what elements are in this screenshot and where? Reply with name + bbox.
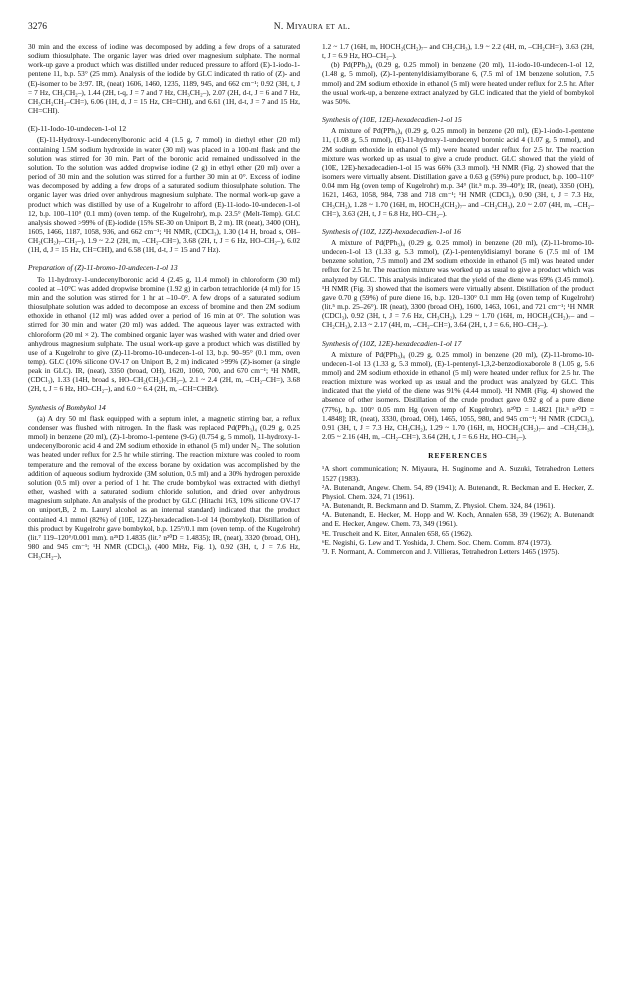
page-number: 3276 (28, 22, 47, 32)
right-column (322, 42, 594, 556)
right-column-body (322, 42, 594, 441)
references-list (322, 464, 594, 556)
paragraph: (b) Pd(PPh₃)₄ (0.29 g, 0.25 mmol) in benzene (20 ml), 11-iodo-10-undecen-1-ol 12, (1.48 g, 5 mmol), (Z)-1-pentenyldisiamylborane 6, (7.5 ml of 1M benzene solution, 7.5 mmol) and 2M sodium ethoxide in ethanol (5 ml) were heated under reflux for 2.5 hr. After the usual work-up, a benzene extract analyzed by GLC indicated that the yield of bombykol was 50%. (322, 60, 594, 106)
section-heading: (E)-11-Iodo-10-undecen-1-ol 12 (28, 124, 127, 134)
reference-item: ³A. Butenandt, R. Beckmann and D. Stamm, Z. Physiol. Chem. 324, 84 (1961). (322, 501, 556, 511)
references-title: REFERENCES (428, 451, 488, 461)
paragraph: (E)-11-Hydroxy-1-undecenylboronic acid 4 (1.5 g, 7 mmol) in diethyl ether (20 ml) containing 1.5M sodium hydroxide in water (30 ml) was placed in a 100-ml flask and the solution was stirred for 30 min. Part of the boronic acid remained undissolved in the solution. To the solution was added dropwise iodine (2 g) in ethyl ether (20 ml) over a period of 30 min and the solution was stirred for a further 30 min at 0°. Excess of iodine was decomposed by adding a few drops of a saturated sodium thiosulphate solution. The organic layer was dried over anhydrous magnesium sulphate. The normal work-up gave a product which was distilled by use of a Kugelrohr to afford (E)-11-iodo-10-undecen-1-ol 12, b.p. 100–110° (0.1 mm) (oven temp. of the Kugelrohr), m.p. 23.5° (Melt-Temp). GLC analysis showed >99% of (E)-iodide (15% SE-30 on Uniport B, 2 m). IR (neat), 3400 (OH), 1605, 1466, 1187, 1058, 936, and 662 cm⁻¹; ¹H NMR, (CDCl₃), 1.30 (14 H, broad s, OH–CH₂(CH₂)₇–CH₂–), 1.9 ~ 2.2 (2H, m, –CH₂–CH=), 3.68 (2H, t, J = 6 Hz, HO–CH₂–), 6.02 (1H, d, J = 15 Hz, CH=CHI), and 6.58 (1H, d-t, J = 15 and 7 Hz). (28, 135, 300, 255)
page-header (28, 22, 596, 36)
reference-item: ⁷J. F. Normant, A. Commercon and J. Villieras, Tetrahedron Letters 1465 (1975). (322, 546, 560, 556)
paragraph: (a) A dry 50 ml flask equipped with a septum inlet, a magnetic stirring bar, a reflux condenser was flushed with nitrogen. In the flask was replaced Pd(PPh₃)₄ (0.29 g, 0.25 mmol) in benzene (20 ml), (Z)-1-bromo-1-pentene (9-G) (0.754 g, 5 mmol), 11-hydroxy-1-undecenylboronic acid 4 and 2M sodium ethoxide in ethanol (5 ml) under N₂. The solution was heated under reflux for 2.5 hr while stirring. The reaction mixture was cooled to room temperature and the removal of the excess borane by oxidation was accomplished by the addition of aqueous sodium hydroxide (3M solution, 0.5 ml) and a 30% hydrogen peroxide solution (0.5 ml) over a period of 1 hr. The crude bombykol was extracted with diethyl ether, washed with a saturated sodium chloride solution, and dried over anhydrous magnesium sulphate. An analysis of the product by GLC (Hitachi 163, 10% silicone OV-17 on uniport,B, 2 m. Lauryl alcohol as an internal standard) indicated that the product contained 4.1 mmol (82%) of (10E, 12Z)-hexadecadien-1-ol 14 (bombykol). Distillation of this product by Kugelrohr gave bombykol, b.p. 125°/0.1 mm (oven temp. of the Kugelrohr) (lit.⁷ 119–120°/0.001 mm). n²⁵D 1.4835 (lit.⁷ n²⁰D = 1.4835); IR, (neat), 3320 (broad, OH), 980 and 945 cm⁻¹; ¹H NMR (CDCl₃), (400 MHz, Fig. 1), 0.92 (3H, t, J = 7.6 Hz, CH₃CH₂–), (28, 413, 300, 561)
paragraph: 1.2 ~ 1.7 (16H, m, HOCH₂(CH₂)₇– and CH₂CH₃), 1.9 ~ 2.2 (4H, m, –CH₂CH=), 3.63 (2H, t, J = 6.9 Hz, HO–CH₂–). (322, 42, 594, 61)
section-heading: Synthesis of (10E, 12E)-hexadecadien-1-ol 15 (322, 115, 462, 125)
reference-item: ¹A short communication; N. Miyaura, H. Suginome and A. Suzuki, Tetrahedron Letters 1527 (1983). (322, 464, 594, 483)
paragraph: 30 min and the excess of iodine was decomposed by adding a few drops of a saturated sodium thiosulphate. The organic layer was dried over magnesium sulphate. The normal work-up gave a product which was distilled under reduced pressure to afford (E)-1-iodo-1-pentene 11, b.p. 53° (25 mm). Analysis of the iodide by GLC indicated th ratio of (Z)- and (E)-isomer to be 3:97. IR, (neat) 1606, 1460, 1235, 1189, 945, and 662 cm⁻¹; 0.92 (3H, t, J = 7 Hz, CH₃CH₂–), 1.44 (2H, t-q, J = 7 and 7 Hz, CH₃CH₂–), 2.07 (2H, d-t, J = 6 and 7 Hz, CH₃CH₂CH₂–CH=), 6.06 (1H, d, J = 15 Hz, CH=CHI), and 6.61 (1H, d-t, J = 7 and 15 Hz, CH=CHI). (28, 42, 300, 116)
section-heading: Synthesis of (10Z, 12Z)-hexadecadien-1-ol 16 (322, 226, 461, 236)
section-heading: Synthesis of Bombykol 14 (28, 402, 106, 412)
reference-item: ⁴A. Butenandt, E. Hecker, M. Hopp and W. Koch, Annalen 658, 39 (1962); A. Butenandt and E. Hecker, Angew. Chem. 73, 349 (1961). (322, 510, 594, 529)
reference-item: ⁶E. Negishi, G. Lew and T. Yoshida, J. Chem. Soc. Chem. Comm. 874 (1973). (322, 537, 552, 547)
paragraph: To 11-hydroxy-1-undecenylboronic acid 4 (2.45 g, 11.4 mmol) in chloroform (30 ml) cooled at –10°C was added dropwise bromine (1.92 g) in carbon tetrachloride (4 ml) for 15 min and the solution was stirred for 1 hr at –10–0°. A few drops of a saturated sodium thiosulphate solution was added to decompose an excess of bromine and then 2M sodium ethoxide in ethanol (12 ml) was added over a period of 16 min at 0°. The solution was stirred for 30 min and water (20 ml) was added. The aqueous layer was extracted with chloroform (20 ml × 2). The combined organic layer was washed with water and dried over anhydrous magnesium sulphate. The usual work-up gave a product which was distilled by use of a Kugelrohr to give (Z)-11-bromo-10-undecen-1-ol 13, b.p. 90–95° (0.1 mm, oven temp). GLC (10% silicone OV-17 on Uniport B, 2 m) indicated >99% (Z)-isomer (a single peak in GLC). IR, (neat), 3350 (broad, OH), 1620, 1060, 700, and 670 cm⁻¹; ¹H NMR, (CDCl₃), 1.33 (14H, broad s, HO–CH₂(CH₂)₇CH₂–), 2.1 ~ 2.4 (2H, m, –CH₂–CH=), 3.68 (2H, t, J = 6 Hz, HO–CH₂–), and 6.0 ~ 6.4 (2H, m, –CH=CHBr). (28, 274, 300, 394)
paragraph: A mixture of Pd(PPh₃)₄ (0.29 g, 0.25 mmol) in benzene (20 ml), (Z)-11-bromo-10-undecen-1-ol 13 (1.33 g, 5.3 mmol), (Z)-1-pentenyldisiamyl borane 6 (7.5 ml of 1M benzene solution, 7.5 mmol) and 2M sodium ethoxide in ethanol (5 ml) was heated under reflux for 2.5 hr. The reaction mixture was worked up as usual to give a product which was analyzed by GLC. This analysis indicated that the yield of the diene was 69% (3.45 mmol). ¹H NMR (Fig. 3) showed that the isomers were virtually absent. Distillation of the product gave 0.70 g (59%) of pure diene 16, b.p. 120–130° 0.1 mm Hg (oven temp of Kugelrohr) (lit.⁵ m.p. 25–26°). IR (neat), 3300 (broad OH), 1600, 1463, 1061, and 721 cm⁻¹; ¹H NMR (CDCl₃), 0.92 (3H, t, J = 7.6 Hz, CH₃CH₂), 1.29 ~ 1.70 (16H, m, HOCH₂(CH₂)₇– and –CH₂CH₃), 2.13 ~ 2.17 (4H, m, –CH₂–CH=), 3.64 (2H, t, J = 6.6, HO–CH₂–). (322, 237, 594, 330)
running-head: N. Miyaura et al. (273, 22, 351, 32)
section-heading: Preparation of (Z)-11-bromo-10-undecen-1-ol 13 (28, 263, 178, 273)
paragraph: A mixture of Pd(PPh₃)₄ (0.29 g, 0.25 mmol) in benzene (20 ml), (Z)-11-bromo-10-undecen-1-ol 13 (1.33 g, 5.3 mmol), (E)-1-pentenyl-1,3,2-benzodioxaborole 8 (1.05 g, 5.6 mmol) and 2M sodium ethoxide in ethanol (5 ml) were heated under reflux for 2.5 hr. The reaction mixture was worked up as usual and the product was analyzed by GLC. This indicated that the yield of the diene was 91% (4.44 mmol). ¹H NMR (Fig. 4) showed the absence of other isomers. Distillation of the crude product gave 0.92 g of a pure diene (77%), b.p. 100° 0.05 mm Hg (oven temp of Kugelrohr). n²⁰D = 1.4821 [lit.⁵ n²⁰D = 1.4848]; IR, (neat), 3330, (broad, OH), 1465, 1055, 980, and 945 cm⁻¹; ¹H NMR (CDCl₃), 0.91 (3H, t, J = 7.3 Hz, CH₃CH₂), 1.29 ~ 1.70 (16H, m, HOCH₂(CH₂)₇– and –CH₂CH₃), 2.05 ~ 2.16 (4H, m, –CH₂–CH=), 3.64 (2H, t, J = 6.6 Hz, HO–CH₂–). (322, 349, 594, 442)
reference-item: ⁵E. Truscheit and K. Eiter, Annalen 658, 65 (1962). (322, 528, 473, 538)
reference-item: ²A. Butenandt, Angew. Chem. 54, 89 (1941); A. Butenandt, R. Beckman and E. Hecker, Z. Physiol. Chem. 324, 71 (1961). (322, 482, 594, 501)
paragraph: A mixture of Pd(PPh₃)₄ (0.29 g, 0.25 mmol) in benzene (20 ml), (E)-1-iodo-1-pentene 11, (1.08 g, 5.5 mmol), (E)-11-hydroxy-1-undecenyl boronic acid 4 (1.07 g, 5 mmol), and 2M sodium ethoxide in ethanol (5 ml) were heated under reflux for 2.5 hr. The reaction mixture was worked up as usual to give a crude product. GLC showed that the yield of (10E, 12E)-hexadecadien-1-ol 15 was 66% (3.3 mmol). ¹H NMR (Fig. 2) showed that the isomers were virtually absent. Distillation gave a 0.63 g (59%) pure product, b.p. 100–110° 0.04 mm Hg (oven temp of Kugelrohr) m.p. 34° (lit.⁵ m.p. 39–40°); IR, (neat), 3350 (OH), 1621, 1463, 1058, 984, 738 and 718 cm⁻¹; ¹H NMR (CDCl₃), 0.90 (3H, t, J = 7.3 Hz, CH₃CH₂), 1.28 ~ 1.70 (16H, m, HOCH₂(CH₂)₇– and –CH₂CH₃), 2.0 ~ 2.07 (4H, m, –CH₂–CH=), 3.63 (2H, t, J = 6.8 Hz, HO–CH₂–). (322, 126, 594, 218)
section-heading: Synthesis of (10Z, 12E)-hexadecadien-1-ol 17 (322, 338, 462, 348)
left-column (28, 42, 300, 560)
